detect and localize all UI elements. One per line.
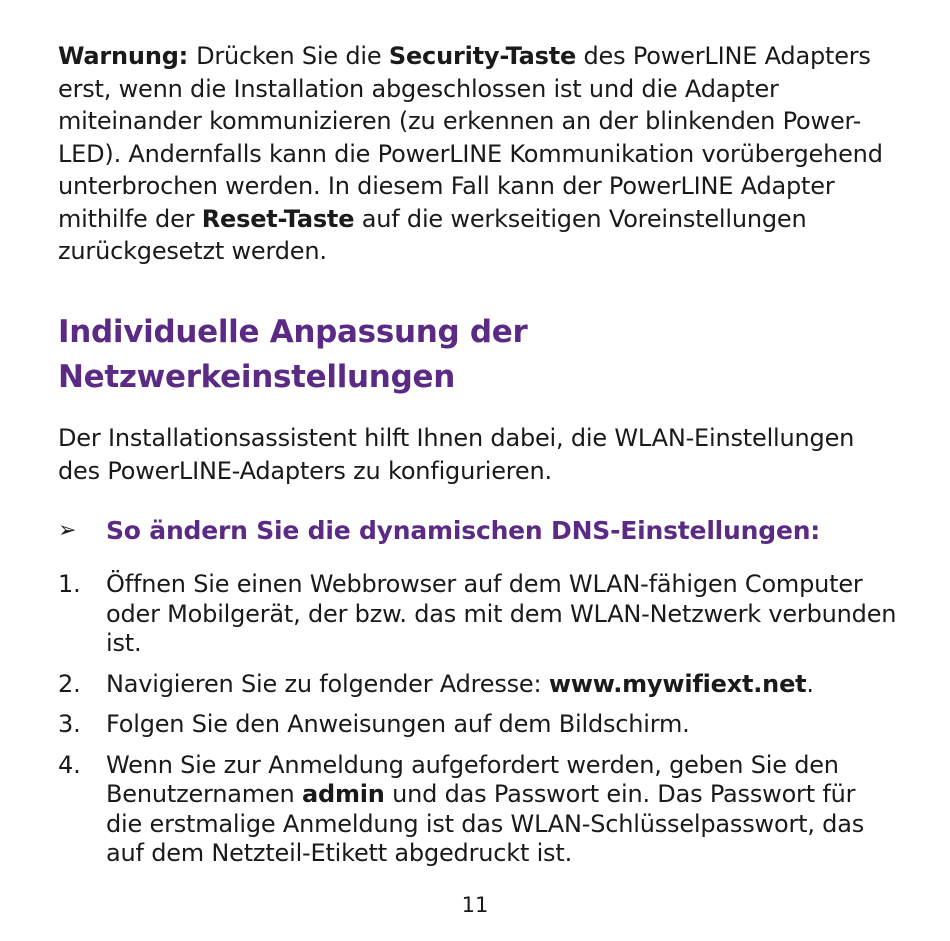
step-text xyxy=(106,670,898,700)
step-text-part: Wenn Sie zur Anmeldung aufgefordert werden, geben Sie den Benutzernamen xyxy=(106,750,839,808)
arrow-bullet-icon: ➢ xyxy=(58,518,77,543)
section-heading-line1: Individuelle Anpassung der xyxy=(58,314,528,350)
procedure-header xyxy=(58,516,820,545)
procedure-title: So ändern Sie die dynamischen DNS-Einstellungen: xyxy=(106,516,821,545)
step-text-part: und das Passwort ein. Das Passwort für die erstmalige Anmeldung ist das WLAN-Schlüsselpasswort, das auf dem Netzteil-Etikett abgedruckt ist. xyxy=(106,780,865,867)
list-item xyxy=(58,570,898,659)
step-text xyxy=(106,751,898,869)
warning-text-2: des PowerLINE Adapters erst, wenn die Installation abgeschlossen ist und die Adapter miteinander kommunizieren (zu erkennen an der blinkenden Power-LED). Andernfalls kann die PowerLINE Kommunikation vorübergehend unterbrochen werden. In diesem Fall kann der PowerLINE Adapter mithilfe der xyxy=(58,42,883,233)
step-text: Öffnen Sie einen Webbrowser auf dem WLAN-fähigen Computer oder Mobilgerät, der bzw. das mit dem WLAN-Netzwerk verbunden ist. xyxy=(106,570,897,657)
procedure-steps xyxy=(58,570,898,880)
section-intro: Der Installationsassistent hilft Ihnen dabei, die WLAN-Einstellungen des PowerLINE-Adapters zu konfigurieren. xyxy=(58,424,855,485)
step-number: 3. xyxy=(58,710,81,738)
section-heading-line2: Netzwerkeinstellungen xyxy=(58,359,455,395)
list-item xyxy=(58,670,898,700)
reset-button-term: Reset-Taste xyxy=(201,204,355,233)
username-text: admin xyxy=(301,780,385,808)
step-number: 2. xyxy=(58,669,81,698)
step-text-part: . xyxy=(806,669,814,698)
warning-text-3: auf die werkseitigen Voreinstellungen zurückgesetzt werden. xyxy=(58,204,807,265)
step-number: 1. xyxy=(58,570,81,598)
warning-text-1: Drücken Sie die xyxy=(196,42,389,70)
warning-label: Warnung: xyxy=(58,42,189,70)
url-text: www.mywifiext.net xyxy=(548,669,807,698)
document-page xyxy=(58,40,898,867)
step-text-part: Navigieren Sie zu folgender Adresse: xyxy=(106,669,549,698)
security-button-term: Security-Taste xyxy=(388,42,577,70)
step-text: Folgen Sie den Anweisungen auf dem Bildschirm. xyxy=(106,710,690,738)
step-number: 4. xyxy=(58,750,81,779)
warning-paragraph xyxy=(58,40,898,268)
page-number: 11 xyxy=(461,893,489,917)
section-heading xyxy=(58,310,528,400)
list-item xyxy=(58,751,898,869)
list-item xyxy=(58,710,898,740)
